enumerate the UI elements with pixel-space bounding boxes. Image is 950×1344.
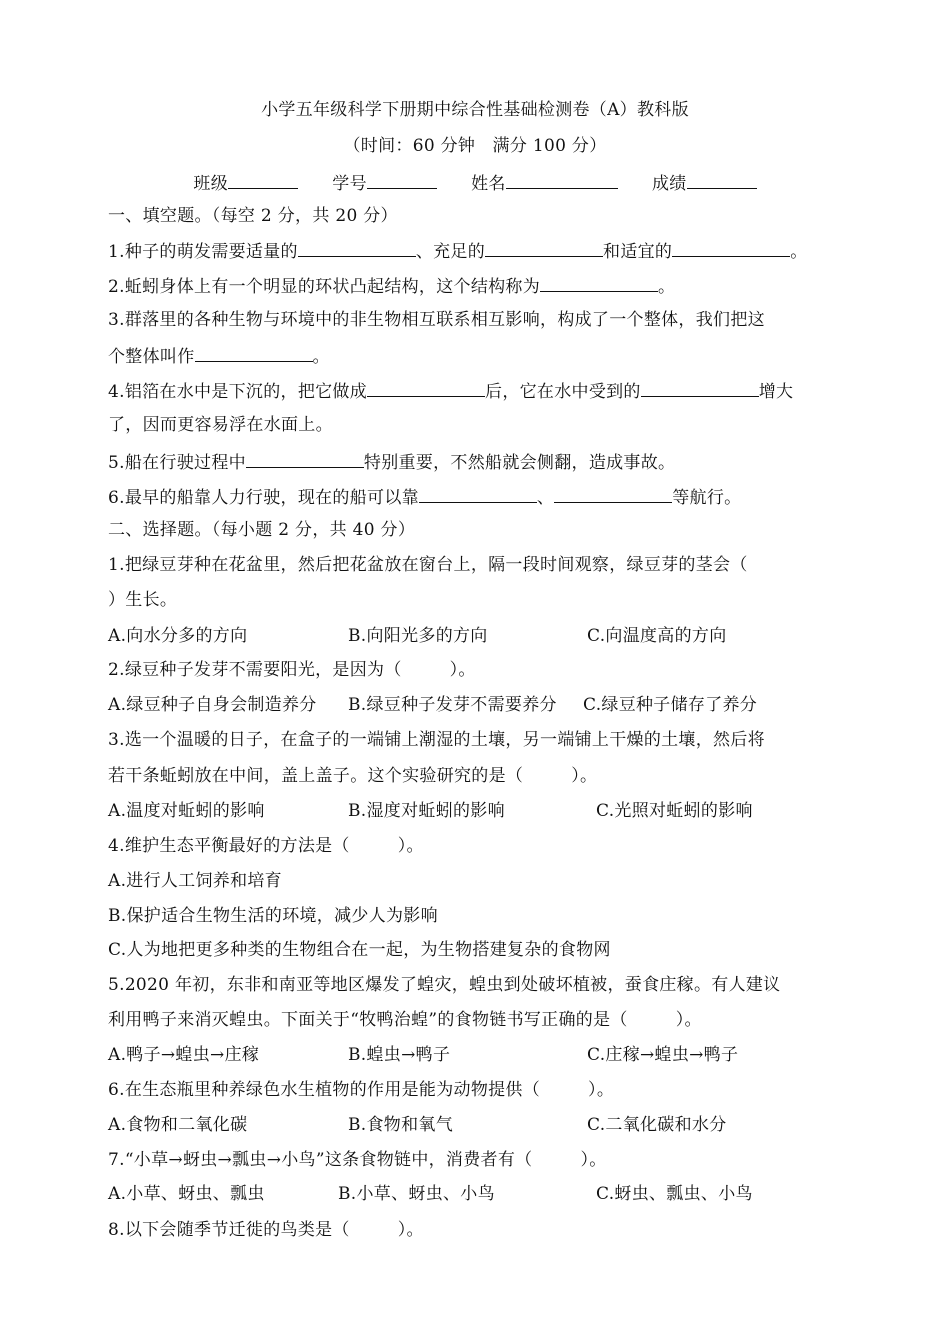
score-label: 成绩 — [651, 174, 687, 194]
answer-blank[interactable] — [298, 238, 416, 257]
answer-blank[interactable] — [554, 484, 672, 503]
fill-question-4-line2: 了，因而更容易浮在水面上。 — [108, 415, 333, 435]
answer-blank[interactable] — [672, 238, 790, 257]
answer-blank[interactable] — [367, 378, 485, 397]
fill-question-5: 5.船在行驶过程中 特别重要，不然船就会侧翻，造成事故。 — [108, 449, 842, 475]
option-b[interactable]: B.绿豆种子发芽不需要养分 — [348, 695, 557, 715]
choice-question-3-line2: 若干条蚯蚓放在中间，盖上盖子。这个实验研究的是（ ）。 — [108, 766, 598, 786]
answer-blank[interactable] — [540, 273, 658, 292]
option-a[interactable]: A.食物和二氧化碳 — [108, 1115, 248, 1135]
fill-question-1: 1.种子的萌发需要适量的 、充足的 和适宜的 。 — [108, 238, 842, 264]
section1-heading: 一、填空题。（每空 2 分，共 20 分） — [108, 206, 398, 226]
option-c[interactable]: C.庄稼→蝗虫→鸭子 — [587, 1045, 739, 1065]
option-a[interactable]: A.温度对蚯蚓的影响 — [108, 801, 265, 821]
option-c[interactable]: C.向温度高的方向 — [587, 626, 727, 646]
choice-question-5-line1: 5.2020 年初，东非和南亚等地区爆发了蝗灾，蝗虫到处破坏植被，蚕食庄稼。有人建议 — [108, 975, 781, 995]
choice-question-1-line2: ）生长。 — [108, 590, 178, 610]
choice-question-7: 7.“小草→蚜虫→瓢虫→小鸟”这条食物链中，消费者有（ ）。 — [108, 1150, 607, 1170]
answer-blank[interactable] — [419, 484, 537, 503]
answer-blank[interactable] — [485, 238, 603, 257]
section2-heading: 二、选择题。（每小题 2 分，共 40 分） — [108, 520, 416, 540]
student-info-row — [0, 170, 950, 196]
answer-blank[interactable] — [246, 449, 364, 468]
number-blank[interactable] — [367, 170, 437, 189]
name-label: 姓名 — [471, 174, 506, 194]
fill-question-3-line1: 3.群落里的各种生物与环境中的非生物相互联系相互影响，构成了一个整体，我们把这 — [108, 310, 765, 330]
fill-question-6: 6.最早的船靠人力行驶，现在的船可以靠 、 等航行。 — [108, 484, 842, 510]
option-a[interactable]: A.鸭子→蝗虫→庄稼 — [108, 1045, 260, 1065]
option-b[interactable]: B.向阳光多的方向 — [348, 626, 488, 646]
option-a[interactable]: A.小草、蚜虫、瓢虫 — [108, 1184, 265, 1204]
choice-question-2: 2.绿豆种子发芽不需要阳光，是因为（ ）。 — [108, 660, 476, 680]
fill-question-2: 2.蚯蚓身体上有一个明显的环状凸起结构，这个结构称为 。 — [108, 273, 842, 299]
fill-question-4-line1: 4.铝箔在水中是下沉的，把它做成 后，它在水中受到的 增大 — [108, 378, 842, 404]
choice-question-4-option-c[interactable]: C.人为地把更多种类的生物组合在一起，为生物搭建复杂的食物网 — [108, 940, 611, 960]
class-label: 班级 — [193, 174, 229, 194]
option-c[interactable]: C.绿豆种子储存了养分 — [583, 695, 758, 715]
class-blank[interactable] — [228, 170, 298, 189]
option-b[interactable]: B.蝗虫→鸭子 — [348, 1045, 451, 1065]
choice-question-6: 6.在生态瓶里种养绿色水生植物的作用是能为动物提供（ ）。 — [108, 1080, 615, 1100]
choice-question-1-line1: 1.把绿豆芽种在花盆里，然后把花盆放在窗台上，隔一段时间观察，绿豆芽的茎会（ — [108, 555, 748, 575]
choice-question-4-option-a[interactable]: A.进行人工饲养和培育 — [108, 871, 282, 891]
page-subtitle: （时间：60 分钟 满分 100 分） — [343, 136, 607, 156]
option-b[interactable]: B.食物和氧气 — [348, 1115, 453, 1135]
choice-question-4-option-b[interactable]: B.保护适合生物生活的环境，减少人为影响 — [108, 906, 438, 926]
choice-question-8: 8.以下会随季节迁徙的鸟类是（ ）。 — [108, 1220, 424, 1240]
answer-blank[interactable] — [195, 343, 313, 362]
choice-question-4: 4.维护生态平衡最好的方法是（ ）。 — [108, 836, 424, 856]
option-a[interactable]: A.绿豆种子自身会制造养分 — [108, 695, 317, 715]
page-title: 小学五年级科学下册期中综合性基础检测卷（A）教科版 — [261, 100, 689, 120]
answer-blank[interactable] — [641, 378, 759, 397]
choice-question-5-line2: 利用鸭子来消灭蝗虫。下面关于“牧鸭治蝗”的食物链书写正确的是（ ）。 — [108, 1010, 702, 1030]
number-label: 学号 — [332, 174, 367, 194]
option-a[interactable]: A.向水分多的方向 — [108, 626, 248, 646]
choice-question-3-line1: 3.选一个温暖的日子，在盒子的一端铺上潮湿的土壤，另一端铺上干燥的土壤，然后将 — [108, 730, 765, 750]
fill-question-3-line2: 个整体叫作 。 — [108, 343, 842, 369]
name-blank[interactable] — [506, 170, 618, 189]
option-c[interactable]: C.二氧化碳和水分 — [587, 1115, 727, 1135]
option-c[interactable]: C.蚜虫、瓢虫、小鸟 — [596, 1184, 753, 1204]
score-blank[interactable] — [687, 170, 757, 189]
option-b[interactable]: B.小草、蚜虫、小鸟 — [338, 1184, 495, 1204]
option-b[interactable]: B.湿度对蚯蚓的影响 — [348, 801, 505, 821]
option-c[interactable]: C.光照对蚯蚓的影响 — [596, 801, 753, 821]
